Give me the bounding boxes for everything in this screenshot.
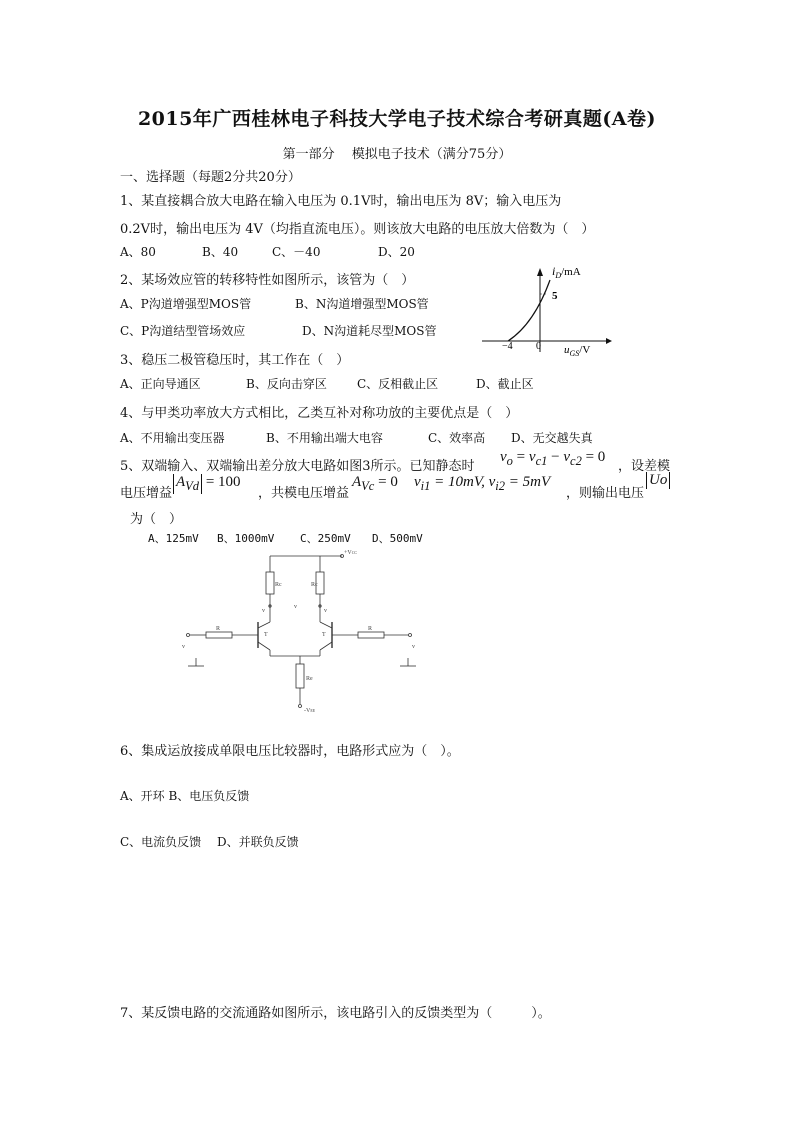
rb1-resistor [206, 632, 232, 638]
q4-option-a: A、不用输出变压器 [120, 431, 225, 445]
q3-option-d: D、截止区 [476, 377, 534, 391]
rc2-label: Rc [311, 582, 318, 588]
q5-static-condition: $v_o = v_{c1} - v_{c2} = 0$ [500, 449, 606, 468]
t1-label: T [264, 632, 268, 638]
ve2-label: v [324, 608, 327, 614]
transfer-characteristic-figure [478, 262, 614, 358]
q2-option-b: B、N沟道增强型MOS管 [295, 297, 429, 311]
q5-option-c: C、250mV [300, 532, 351, 545]
vo-label: v [294, 604, 297, 610]
rb2-label: R [368, 626, 373, 632]
q1-option-a: A、80 [120, 245, 156, 259]
origin-label: 0 [536, 341, 541, 352]
x-tick-label: −4 [502, 341, 513, 352]
q1-line1: 1、某直接耦合放大电路在输入电压为 0.1V时，输出电压为 8V；输入电压为 [120, 194, 562, 209]
vcc-label: +VCC [344, 550, 358, 556]
re-resistor [296, 664, 304, 688]
q5-line3: 为（ ） [130, 512, 183, 527]
y-axis-arrow [537, 268, 543, 276]
vee-terminal [299, 705, 302, 708]
q1-option-d: D、20 [378, 245, 415, 259]
x-axis-arrow [606, 338, 612, 344]
re-label: Re [306, 676, 313, 682]
rb1-label: R [216, 626, 221, 632]
y-tick-label: 5 [552, 290, 558, 302]
part-subtitle: 第一部分 模拟电子技术（满分75分） [282, 147, 512, 162]
q5-option-d: D、500mV [372, 532, 423, 545]
section-heading: 一、选择题（每题2分共20分） [120, 170, 301, 185]
q5-inputs: $v_{i1} = 10mV$, $v_{i2} = 5mV$ [414, 474, 551, 493]
vi1-label: v [182, 644, 185, 650]
q2-option-c: C、P沟道结型管场效应 [120, 324, 246, 338]
q2-stem: 2、某场效应管的转移特性如图所示，该管为（ ） [120, 273, 415, 288]
page-title: 2015年广西桂林电子科技大学电子技术综合考研真题(A卷) [137, 108, 657, 130]
q5-cm-gain: $A_{Vc} = 0$ [352, 474, 398, 493]
q2-option-a: A、P沟道增强型MOS管 [120, 297, 252, 311]
vi1-terminal [187, 634, 190, 637]
q1-line2: 0.2V时，输出电压为 4V（均指直流电压）。则该放大电路的电压放大倍数为（ ） [120, 222, 595, 237]
q3-option-c: C、反相截止区 [357, 377, 439, 391]
q5-line2a: 电压增益 [120, 486, 173, 501]
diff-amp-circuit [176, 544, 426, 714]
q3-option-a: A、正向导通区 [120, 377, 201, 391]
q5-line1-end: ，设差模 [618, 459, 671, 474]
rc1-label: Rc [275, 582, 282, 588]
q5-option-b: B、1000mV [217, 532, 275, 545]
q5-line2b: ，共模电压增益 [258, 486, 350, 501]
q6-options-line1: A、开环 B、电压负反馈 [120, 789, 250, 803]
ve1-label: v [262, 608, 265, 614]
q7-stem: 7、某反馈电路的交流通路如图所示，该电路引入的反馈类型为（ ）。 [120, 1006, 551, 1021]
q4-option-c: C、效率高 [428, 431, 486, 445]
q6-options-line2: C、电流负反馈 D、并联负反馈 [120, 835, 299, 849]
q4-option-d: D、无交越失真 [511, 431, 593, 445]
q5-option-a: A、125mV [148, 532, 199, 545]
q4-option-b: B、不用输出端大电容 [266, 431, 383, 445]
q5-line1: 5、双端输入、双端输出差分放大电路如图3所示。已知静态时 [120, 459, 475, 474]
q2-option-d: D、N沟道耗尽型MOS管 [302, 324, 437, 338]
q3-stem: 3、稳压二极管稳压时，其工作在（ ） [120, 353, 350, 368]
x-axis-label: $u_{GS}/V$ [564, 344, 591, 358]
vi2-terminal [409, 634, 412, 637]
q6-stem: 6、集成运放接成单限电压比较器时，电路形式应为（ ）。 [120, 744, 460, 759]
q4-stem: 4、与甲类功率放大方式相比，乙类互补对称功放的主要优点是（ ） [120, 406, 519, 421]
rc1-resistor [266, 572, 274, 594]
q3-option-b: B、反向击穿区 [246, 377, 327, 391]
q5-output-symbol: Uo [646, 472, 670, 489]
vee-label: -VEE [304, 708, 316, 714]
t2-label: T [322, 632, 326, 638]
vi2-label: v [412, 644, 415, 650]
y-axis-label: $i_D/mA$ [552, 264, 581, 280]
q5-diff-gain: $A_{Vd} = 100$ [173, 474, 241, 494]
transfer-curve [508, 280, 550, 341]
q1-option-c: C、－40 [272, 245, 321, 259]
rb2-resistor [358, 632, 384, 638]
q5-line2c: ，则输出电压 [566, 486, 645, 501]
q1-option-b: B、40 [202, 245, 239, 259]
